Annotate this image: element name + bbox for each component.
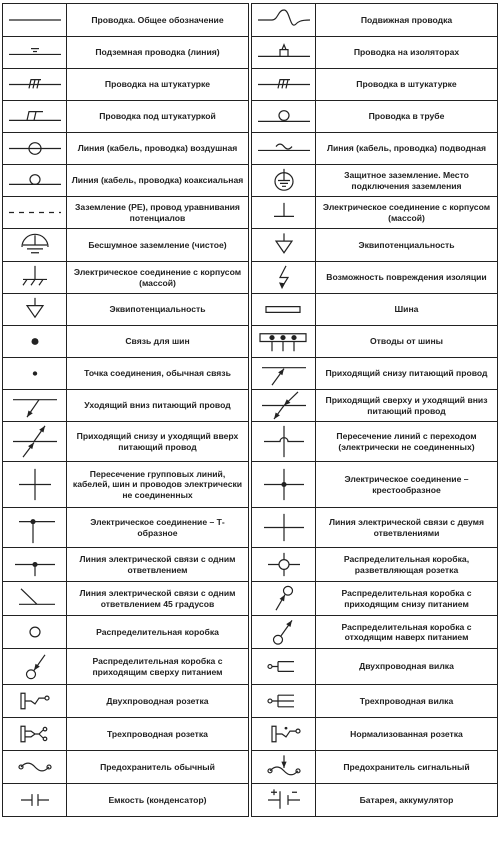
table-row — [252, 36, 497, 68]
table-row — [3, 717, 248, 750]
in-pipe-wiring-icon — [252, 101, 316, 132]
table-row — [252, 684, 497, 717]
table-row — [3, 357, 248, 389]
symbol-description: Точка соединения, обычная связь — [84, 368, 231, 379]
branch-45-icon — [3, 582, 67, 615]
symbol-description: Отводы от шины — [370, 336, 443, 347]
table-row — [3, 325, 248, 357]
symbol-description: Трехпроводная розетка — [107, 728, 208, 739]
insulation-damage-icon — [252, 262, 316, 293]
symbol-description: Электрическое соединение с корпусом (массой) — [73, 267, 242, 288]
symbol-description: Проводка в трубе — [368, 111, 445, 122]
table-row — [252, 389, 497, 421]
table-row — [252, 421, 497, 461]
protective-ground-icon — [252, 165, 316, 196]
equipotential-icon — [3, 294, 67, 325]
table-row — [3, 389, 248, 421]
table-row — [252, 717, 497, 750]
table-row — [3, 261, 248, 293]
dashed-line-icon — [3, 197, 67, 228]
two-wire-socket-icon — [3, 685, 67, 717]
table-row — [3, 421, 248, 461]
table-row — [252, 196, 497, 228]
symbol-description: Проводка под штукатуркой — [99, 111, 216, 122]
table-row — [3, 461, 248, 507]
table-row — [3, 615, 248, 648]
outgoing-down-icon — [3, 390, 67, 421]
capacitor-icon — [3, 784, 67, 816]
table-row — [3, 68, 248, 100]
symbol-description: Трехпроводная вилка — [359, 695, 454, 706]
table-row — [252, 100, 497, 132]
table-row — [3, 648, 248, 684]
symbol-description: Нормализованная розетка — [350, 728, 463, 739]
incoming-top-outgoing-down-icon — [252, 390, 316, 421]
symbol-description: Уходящий вниз питающий провод — [84, 400, 231, 411]
signal-fuse-icon — [252, 751, 316, 783]
table-row — [3, 507, 248, 547]
table-row — [3, 36, 248, 68]
normalized-socket-icon — [252, 718, 316, 750]
junction-box-icon — [3, 616, 67, 648]
branching-box-icon — [252, 548, 316, 581]
equipotential-icon — [252, 229, 316, 261]
symbol-description: Линия электрической связи с двумя ответвлениями — [328, 517, 485, 538]
table-row — [3, 4, 248, 36]
symbol-description: Приходящий сверху и уходящий вниз питающий провод — [325, 395, 488, 416]
symbol-description: Линия электрической связи с одним ответвлением 45 градусов — [79, 588, 236, 609]
under-plaster-wiring-icon — [3, 101, 67, 132]
line-icon — [3, 4, 67, 36]
table-row — [3, 293, 248, 325]
chassis-connection-icon — [252, 197, 316, 228]
table-row — [252, 325, 497, 357]
symbol-description: Подвижная проводка — [360, 14, 453, 25]
busbar-taps-icon — [252, 326, 316, 357]
symbol-description: Линия (кабель, проводка) подводная — [326, 143, 487, 154]
table-row — [252, 648, 497, 684]
symbol-description: Пересечение линий с переходом (электрически не соединенных) — [336, 431, 477, 452]
symbol-description: Распределительная коробка с отходящим наверх питанием — [341, 621, 472, 642]
symbol-description: Приходящий снизу и уходящий вверх питающий провод — [76, 431, 239, 452]
table-row — [3, 228, 248, 261]
symbol-description: Проводка на изоляторах — [353, 47, 460, 58]
one-branch-icon — [3, 548, 67, 581]
symbol-description: Линия электрической связи с одним ответвлением — [79, 554, 236, 575]
table-row — [252, 547, 497, 581]
three-wire-plug-icon — [252, 685, 316, 717]
symbol-description: Линия (кабель, проводка) воздушная — [77, 143, 238, 154]
table-row — [252, 357, 497, 389]
table-row — [252, 293, 497, 325]
table-row — [252, 461, 497, 507]
symbol-description: Двухпроводная вилка — [359, 661, 454, 672]
symbol-description: Двухпроводная розетка — [106, 695, 209, 706]
symbol-description: Эквипотенциальность — [109, 304, 206, 315]
table-row — [3, 783, 248, 816]
insulator-wiring-icon — [252, 37, 316, 68]
table-row — [252, 68, 497, 100]
symbol-description: Защитное заземление. Место подключения заземления — [344, 170, 469, 191]
symbol-description: Возможность повреждения изоляции — [326, 272, 487, 283]
table-row — [252, 507, 497, 547]
aerial-cable-icon — [3, 133, 67, 164]
filled-dot-icon — [3, 326, 67, 357]
incoming-bottom-outgoing-up-icon — [3, 422, 67, 461]
symbol-description: Пересечение групповых линий, кабелей, шин и проводов электрически не соединенных — [72, 468, 243, 500]
symbol-description: Шина — [394, 304, 419, 315]
crossing-icon — [3, 462, 67, 507]
symbol-description: Приходящий снизу питающий провод — [325, 368, 488, 379]
symbol-description: Распределительная коробка, разветвляющая розетка — [343, 554, 470, 575]
table-row — [3, 132, 248, 164]
table-row — [3, 547, 248, 581]
table-row — [3, 750, 248, 783]
junction-box-fed-top-icon — [3, 649, 67, 684]
busbar-icon — [252, 294, 316, 325]
symbol-description: Батарея, аккумулятор — [359, 794, 454, 805]
t-connection-icon — [3, 508, 67, 547]
battery-icon — [252, 784, 316, 816]
small-dot-icon — [3, 358, 67, 389]
coaxial-cable-icon — [3, 165, 67, 196]
table-row — [3, 581, 248, 615]
table-row — [252, 581, 497, 615]
symbol-description: Распределительная коробка — [96, 626, 219, 637]
crossover-jump-icon — [252, 422, 316, 461]
table-row — [252, 261, 497, 293]
table-row — [252, 750, 497, 783]
clean-ground-icon — [3, 229, 67, 261]
chassis-ground-icon — [3, 262, 67, 293]
symbol-description: Бесшумное заземление (чистое) — [88, 239, 227, 250]
left-column — [2, 3, 249, 817]
junction-box-fed-bottom-icon — [252, 582, 316, 615]
flexible-wiring-icon — [252, 4, 316, 36]
incoming-bottom-icon — [252, 358, 316, 389]
table-row — [252, 615, 497, 648]
on-plaster-wiring-icon — [3, 69, 67, 100]
in-plaster-wiring-icon — [252, 69, 316, 100]
symbol-description: Линия (кабель, проводка) коаксиальная — [71, 175, 244, 186]
symbol-description: Заземление (PE), провод уравнивания потенциалов — [75, 202, 240, 223]
symbol-description: Предохранитель сигнальный — [343, 761, 470, 772]
table-row — [3, 100, 248, 132]
table-row — [252, 783, 497, 816]
symbol-description: Электрическое соединение – крестообразное — [344, 474, 469, 495]
two-wire-plug-icon — [252, 649, 316, 684]
junction-box-fed-up-icon — [252, 616, 316, 648]
symbol-description: Распределительная коробка с приходящим сверху питанием — [92, 656, 223, 677]
symbol-description: Проводка. Общее обозначение — [91, 14, 224, 25]
table-row — [252, 228, 497, 261]
underground-wiring-icon — [3, 37, 67, 68]
symbol-description: Электрическое соединение – Т-образное — [90, 517, 225, 538]
table-row — [3, 196, 248, 228]
symbol-description: Связь для шин — [125, 336, 190, 347]
table-row — [3, 684, 248, 717]
table-row — [252, 4, 497, 36]
symbol-description: Предохранитель обычный — [100, 761, 215, 772]
two-branch-icon — [252, 508, 316, 547]
cross-connection-icon — [252, 462, 316, 507]
symbol-description: Емкость (конденсатор) — [108, 794, 207, 805]
symbol-description: Проводка на штукатурке — [104, 79, 211, 90]
fuse-icon — [3, 751, 67, 783]
three-wire-socket-icon — [3, 718, 67, 750]
symbol-description: Проводка в штукатурке — [356, 79, 457, 90]
right-column — [251, 3, 498, 817]
underwater-cable-icon — [252, 133, 316, 164]
table-row — [252, 132, 497, 164]
symbol-description: Распределительная коробка с приходящим снизу питанием — [341, 588, 472, 609]
table-row — [3, 164, 248, 196]
symbol-description: Подземная проводка (линия) — [95, 47, 220, 58]
table-row — [252, 164, 497, 196]
symbol-description: Электрическое соединение с корпусом (массой) — [322, 202, 491, 223]
symbol-description: Эквипотенциальность — [358, 239, 455, 250]
